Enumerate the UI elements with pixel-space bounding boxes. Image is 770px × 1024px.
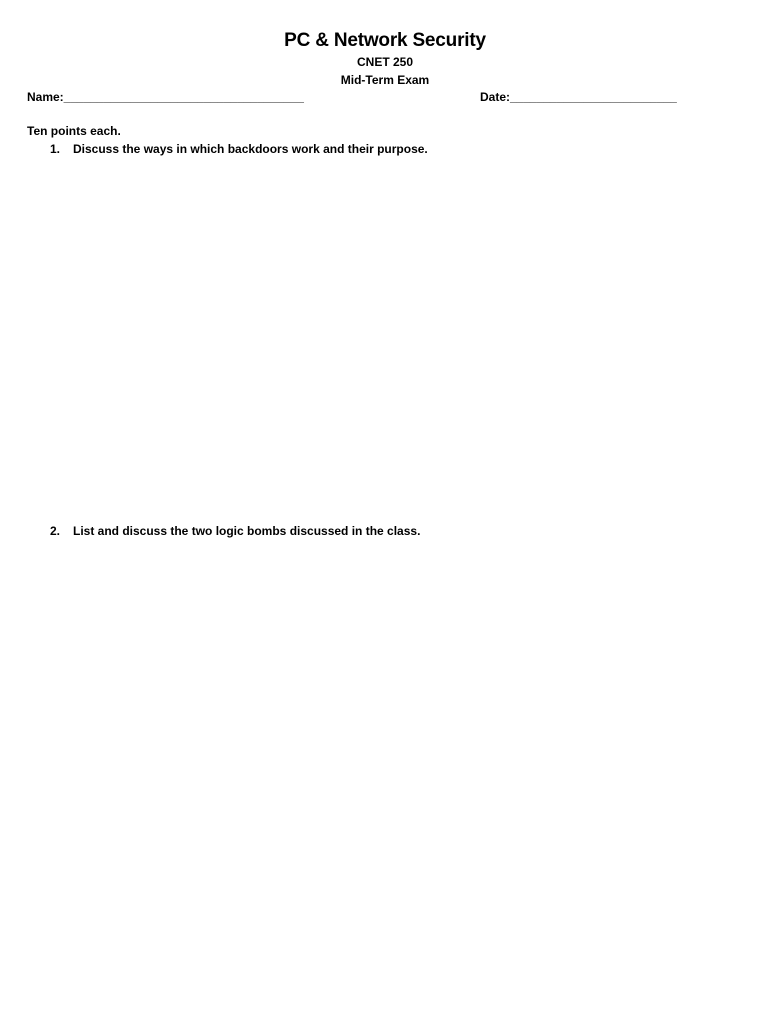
question-number: 2. xyxy=(50,524,61,538)
date-field: Date:_________________________ xyxy=(480,90,677,104)
course-code: CNET 250 xyxy=(356,55,414,69)
instructions: Ten points each. xyxy=(27,124,121,138)
name-field: Name:____________________________________ xyxy=(27,90,304,104)
question-2 xyxy=(50,524,420,539)
question-text: List and discuss the two logic bombs discussed in the class. xyxy=(73,524,421,538)
exam-title: PC & Network Security xyxy=(284,30,486,51)
question-number: 1. xyxy=(50,142,61,156)
question-1 xyxy=(50,142,428,157)
exam-name: Mid-Term Exam xyxy=(340,73,430,87)
question-text: Discuss the ways in which backdoors work and their purpose. xyxy=(73,142,428,156)
